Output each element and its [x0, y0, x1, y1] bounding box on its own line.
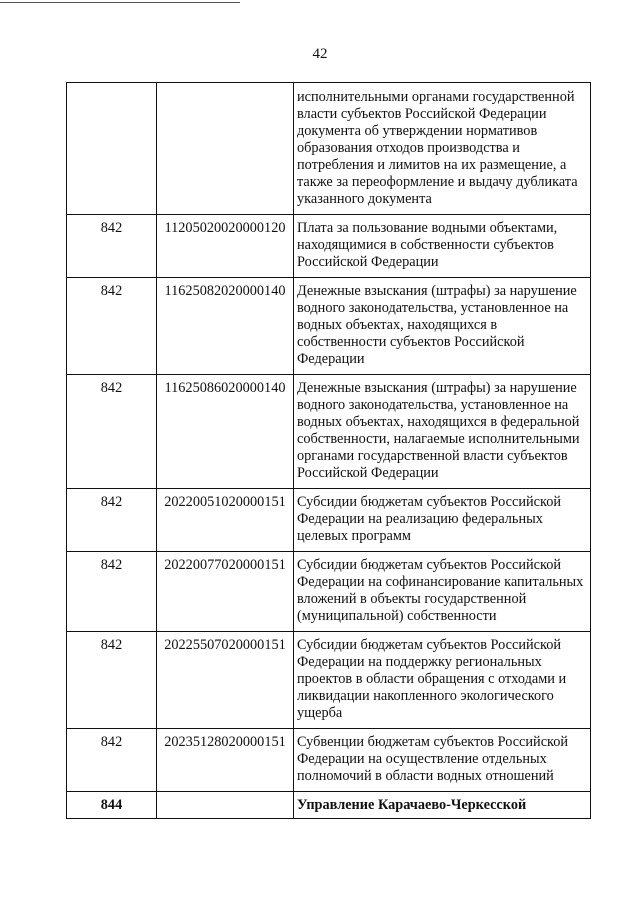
- table-row-department-header: [67, 792, 591, 819]
- budget-code-cell: [157, 83, 294, 215]
- table-row: [67, 729, 591, 792]
- description-cell: Денежные взыскания (штрафы) за нарушение водного законодательства, установленное на водных объектах, находящихся в собственности субъектов Российской Федерации: [294, 278, 591, 375]
- description-cell: Субсидии бюджетам субъектов Российской Федерации на поддержку региональных проектов в области обращения с отходами и ликвидации накопленного экологического ущерба: [294, 632, 591, 729]
- admin-code-cell: 842: [67, 489, 157, 552]
- table-row: [67, 278, 591, 375]
- budget-code-cell: 20225507020000151: [157, 632, 294, 729]
- budget-code-cell: 20235128020000151: [157, 729, 294, 792]
- budget-code-cell: 11625082020000140: [157, 278, 294, 375]
- admin-code-cell: 842: [67, 215, 157, 278]
- admin-code-cell: 842: [67, 729, 157, 792]
- description-cell: Субсидии бюджетам субъектов Российской Федерации на реализацию федеральных целевых программ: [294, 489, 591, 552]
- budget-code-cell: 11205020020000120: [157, 215, 294, 278]
- table-row: [67, 552, 591, 632]
- table-row: [67, 632, 591, 729]
- table-row: [67, 489, 591, 552]
- budget-code-cell: 20220077020000151: [157, 552, 294, 632]
- budget-code-cell: 11625086020000140: [157, 375, 294, 489]
- admin-code-cell: 842: [67, 632, 157, 729]
- description-cell: Субвенции бюджетам субъектов Российской Федерации на осуществление отдельных полномочий в области водных отношений: [294, 729, 591, 792]
- budget-codes-table: [66, 82, 591, 819]
- admin-code-cell: 842: [67, 278, 157, 375]
- table-row: [67, 83, 591, 215]
- admin-code-cell: 844: [67, 792, 157, 819]
- description-cell: исполнительными органами государственной власти субъектов Российской Федерации документа об утверждении нормативов образования отходов производства и потребления и лимитов на их размещение, а также за переоформление и выдачу дубликата указанного документа: [294, 83, 591, 215]
- description-cell: Субсидии бюджетам субъектов Российской Федерации на софинансирование капитальных вложений в объекты государственной (муниципальной) собственности: [294, 552, 591, 632]
- admin-code-cell: [67, 83, 157, 215]
- admin-code-cell: 842: [67, 375, 157, 489]
- admin-code-cell: 842: [67, 552, 157, 632]
- description-cell: Плата за пользование водными объектами, находящимися в собственности субъектов Российской Федерации: [294, 215, 591, 278]
- budget-code-cell: 20220051020000151: [157, 489, 294, 552]
- description-cell: Денежные взыскания (штрафы) за нарушение водного законодательства, установленное на водных объектах, находящихся в федеральной собственности, налагаемые исполнительными органами государственной власти субъектов Российской Федерации: [294, 375, 591, 489]
- page-number: 42: [312, 46, 328, 62]
- budget-code-cell: [157, 792, 294, 819]
- scan-edge-line: [0, 2, 240, 3]
- table-row: [67, 215, 591, 278]
- description-cell: Управление Карачаево-Черкесской: [294, 792, 591, 819]
- table-row: [67, 375, 591, 489]
